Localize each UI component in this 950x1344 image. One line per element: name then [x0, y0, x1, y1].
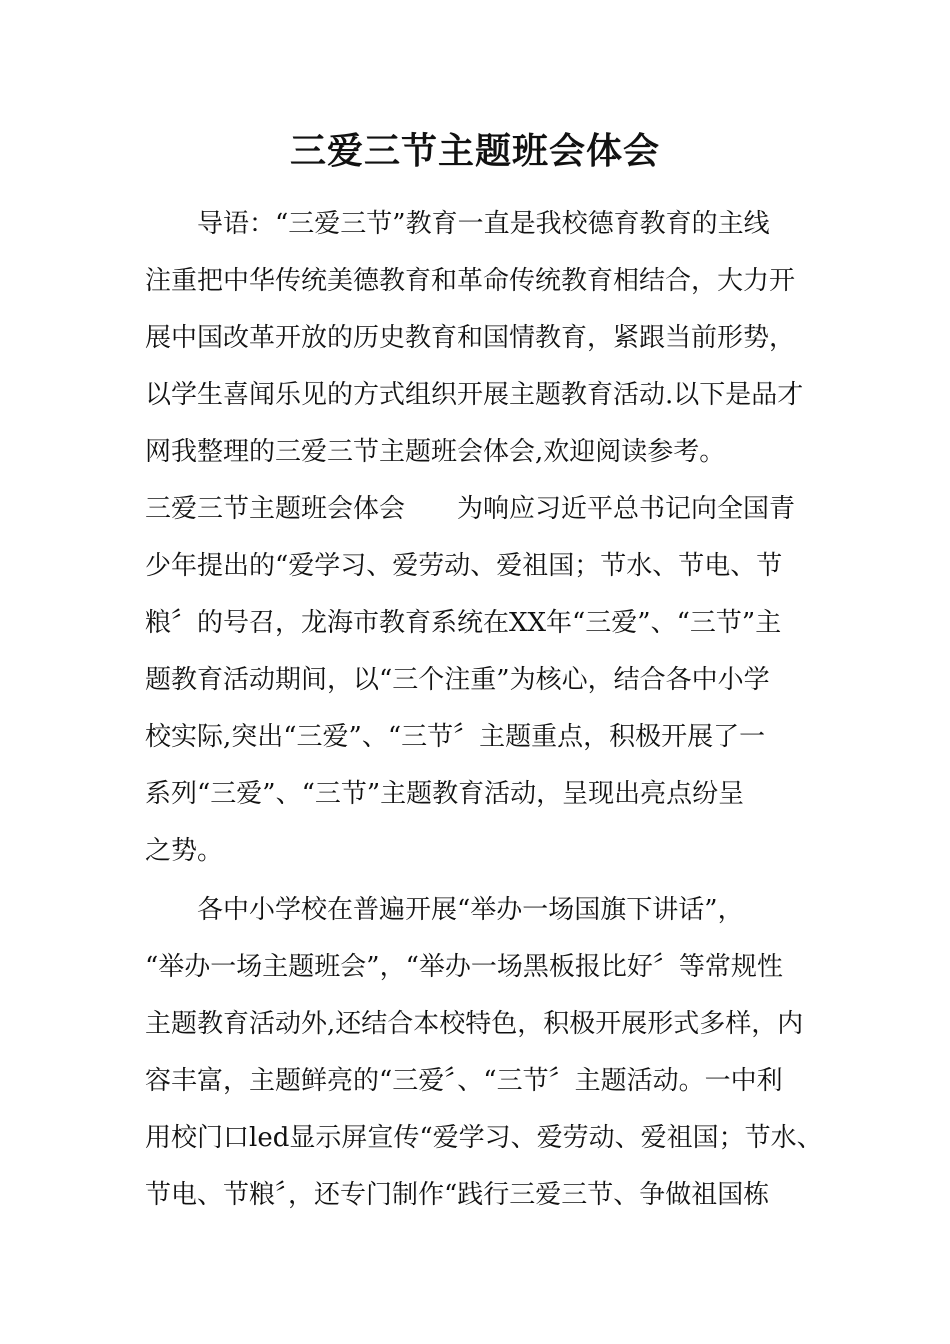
- text-line: 题教育活动期间，以“三个注重”为核心，结合各中小学: [145, 665, 770, 695]
- text-line: 注重把中华传统美德教育和革命传统教育相结合，大力开: [145, 266, 796, 296]
- text-line: 之势。: [145, 836, 224, 866]
- text-line: 以学生喜闻乐见的方式组织开展主题教育活动.以下是品才: [145, 380, 804, 410]
- text-line: 主题教育活动外,还结合本校特色，积极开展形式多样，内: [145, 1009, 804, 1039]
- text-line: 少年提出的“爱学习、爱劳动、爱祖国；节水、节电、节: [145, 551, 783, 581]
- text-line: 三爱三节主题班会体会 为响应习近平总书记向全国青: [145, 494, 796, 524]
- text-line: “举办一场主题班会”，“举办一场黑板报比好〞等常规性: [145, 952, 783, 982]
- text-line: 容丰富，主题鲜亮的“三爱〞、“三节〞主题活动。一中利: [145, 1066, 783, 1096]
- text-line: 用校门口led显示屏宣传“爱学习、爱劳动、爱祖国；节水、: [145, 1123, 823, 1153]
- document-title: 三爱三节主题班会体会: [289, 131, 660, 172]
- text-line: 网我整理的三爱三节主题班会体会,欢迎阅读参考。: [145, 437, 726, 467]
- text-line: 系列“三爱”、“三节”主题教育活动，呈现出亮点纷呈: [145, 779, 745, 809]
- text-line: 导语：“三爱三节”教育一直是我校德育教育的主线: [145, 209, 770, 239]
- text-line: 粮〞的号召，龙海市教育系统在XX年“三爱”、“三节”主: [145, 608, 782, 638]
- text-line: 展中国改革开放的历史教育和国情教育，紧跟当前形势，: [145, 323, 796, 353]
- text-line: 校实际,突出“三爱”、“三节〞主题重点，积极开展了一: [145, 722, 766, 752]
- text-line: 节电、节粮〞，还专门制作“践行三爱三节、争做祖国栋: [145, 1180, 770, 1210]
- text-line: 各中小学校在普遍开展“举办一场国旗下讲话”，: [145, 895, 744, 925]
